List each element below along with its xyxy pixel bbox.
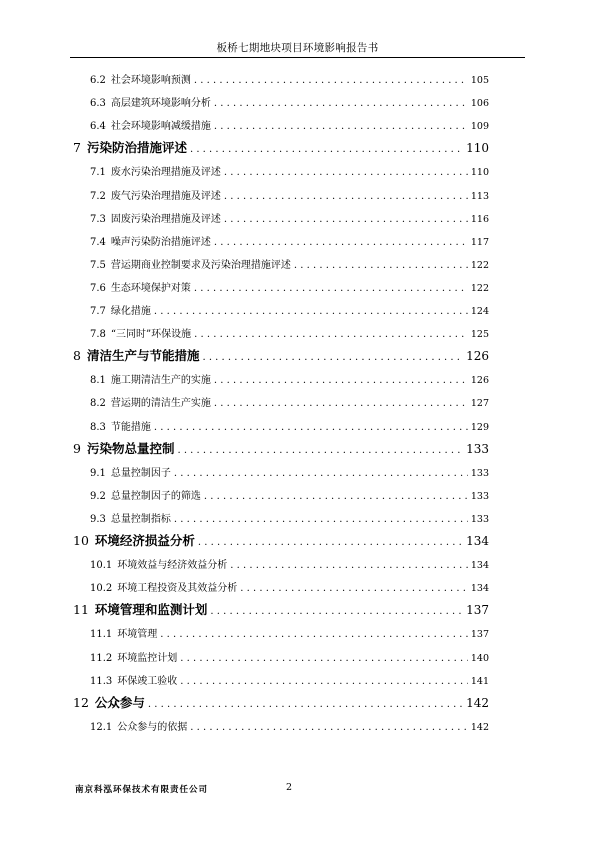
toc-chapter-entry[interactable] xyxy=(73,531,489,549)
toc-section-entry[interactable] xyxy=(90,163,489,178)
toc-section-entry[interactable] xyxy=(90,279,489,294)
toc-dot-leader xyxy=(214,398,468,409)
toc-entry-title: 清洁生产与节能措施 xyxy=(86,348,200,364)
toc-entry-page: 133 xyxy=(466,441,489,456)
toc-entry-page: 109 xyxy=(470,121,489,133)
toc-dot-leader xyxy=(194,283,468,294)
toc-dot-leader xyxy=(198,537,463,548)
toc-entry-page: 137 xyxy=(466,603,489,618)
toc-entry-title: 环境工程投资及其效益分析 xyxy=(117,583,238,595)
toc-entry-title: “三同时”环保设施 xyxy=(110,329,192,341)
toc-entry-number: 7.7 xyxy=(90,306,106,317)
toc-entry-title: 社会环境影响减缓措施 xyxy=(110,121,211,133)
toc-entry-page: 122 xyxy=(470,282,489,294)
toc-entry-number: 11.1 xyxy=(90,629,113,641)
toc-entry-number: 7 xyxy=(73,140,81,156)
toc-section-entry[interactable] xyxy=(90,371,489,386)
toc-entry-page: 129 xyxy=(470,421,489,433)
toc-entry-page: 142 xyxy=(470,721,489,733)
toc-dot-leader xyxy=(190,722,468,733)
toc-entry-number: 11.3 xyxy=(90,675,113,687)
toc-entry-page: 140 xyxy=(470,652,489,664)
toc-entry-title: 废气污染治理措施及评述 xyxy=(110,190,221,202)
toc-entry-page: 116 xyxy=(470,213,489,225)
running-header: 板桥七期地块项目环境影响报告书 xyxy=(216,42,379,54)
toc-entry-number: 8.1 xyxy=(90,375,106,387)
toc-section-entry[interactable] xyxy=(90,649,489,664)
toc-section-entry[interactable] xyxy=(90,71,489,86)
toc-section-entry[interactable] xyxy=(90,464,489,479)
footer-company: 南京科泓环保技术有限责任公司 xyxy=(75,785,209,795)
toc-entry-title: 高层建筑环境影响分析 xyxy=(110,98,211,110)
toc-entry-page: 113 xyxy=(470,190,489,202)
toc-entry-page: 141 xyxy=(470,675,489,687)
toc-entry-number: 7.6 xyxy=(90,282,106,294)
toc-dot-leader xyxy=(224,167,468,178)
toc-entry-page: 105 xyxy=(470,75,489,86)
toc-section-entry[interactable] xyxy=(90,325,489,340)
toc-dot-leader xyxy=(210,606,463,617)
toc-entry-title: 公众参与的依据 xyxy=(117,721,188,733)
toc-section-entry[interactable] xyxy=(90,418,489,433)
toc-entry-number: 9.2 xyxy=(90,490,106,502)
toc-dot-leader xyxy=(194,329,468,340)
toc-entry-title: 环境管理和监测计划 xyxy=(94,602,208,618)
toc-entry-page: 142 xyxy=(466,695,489,710)
toc-dot-leader xyxy=(160,629,468,640)
footer-page-number: 2 xyxy=(286,782,293,793)
toc-dot-leader xyxy=(180,653,468,664)
toc-dot-leader xyxy=(154,306,468,317)
toc-entry-number: 11.2 xyxy=(90,652,113,664)
toc-section-entry[interactable] xyxy=(90,302,489,317)
toc-entry-number: 8.2 xyxy=(90,398,106,410)
toc-dot-leader xyxy=(214,375,468,386)
toc-entry-page: 127 xyxy=(470,398,489,410)
toc-entry-title: 社会环境影响预测 xyxy=(110,75,191,86)
toc-entry-number: 8.3 xyxy=(90,421,106,433)
toc-entry-title: 绿化措施 xyxy=(110,306,151,317)
toc-entry-page: 134 xyxy=(470,560,489,572)
toc-dot-leader xyxy=(154,422,468,433)
toc-dot-leader xyxy=(194,75,468,86)
toc-dot-leader xyxy=(202,352,463,363)
toc-section-entry[interactable] xyxy=(90,487,489,502)
toc-section-entry[interactable] xyxy=(90,94,489,109)
toc-dot-leader xyxy=(174,514,468,525)
toc-entry-title: 总量控制因子的筛选 xyxy=(110,490,201,502)
toc-entry-title: 环境管理 xyxy=(117,629,158,641)
toc-entry-title: 生态环境保护对策 xyxy=(110,282,191,294)
toc-entry-page: 106 xyxy=(470,98,489,110)
toc-entry-title: 环境经济损益分析 xyxy=(94,533,195,548)
toc-entry-title: 总量控制指标 xyxy=(110,513,171,525)
toc-dot-leader xyxy=(214,121,468,132)
toc-section-entry[interactable] xyxy=(90,117,489,132)
toc-chapter-entry[interactable] xyxy=(73,138,489,156)
toc-entry-page: 117 xyxy=(470,236,489,248)
toc-section-entry[interactable] xyxy=(90,510,489,525)
toc-entry-page: 125 xyxy=(470,329,489,341)
toc-section-entry[interactable] xyxy=(90,556,489,571)
toc-section-entry[interactable] xyxy=(90,718,489,733)
toc-dot-leader xyxy=(224,214,468,225)
toc-dot-leader xyxy=(174,468,468,479)
toc-chapter-entry[interactable] xyxy=(73,346,489,364)
toc-dot-leader xyxy=(214,237,468,248)
toc-entry-number: 6.2 xyxy=(90,75,106,86)
toc-dot-leader xyxy=(148,699,463,710)
toc-entry-number: 6.4 xyxy=(90,121,106,133)
toc-entry-page: 133 xyxy=(470,513,489,525)
toc-chapter-entry[interactable] xyxy=(73,600,489,618)
toc-section-entry[interactable] xyxy=(90,579,489,594)
toc-entry-title: 废水污染治理措施及评述 xyxy=(110,167,221,179)
toc-dot-leader xyxy=(294,260,468,271)
toc-entry-page: 126 xyxy=(470,375,489,387)
toc-chapter-entry[interactable] xyxy=(73,439,489,457)
toc-dot-leader xyxy=(240,583,468,594)
toc-section-entry[interactable] xyxy=(90,672,489,687)
toc-entry-title: 环保竣工验收 xyxy=(117,675,178,687)
toc-entry-number: 7.8 xyxy=(90,329,106,341)
toc-entry-title: 总量控制因子 xyxy=(110,467,171,479)
toc-dot-leader xyxy=(204,491,468,502)
toc-entry-number: 9 xyxy=(73,440,81,456)
toc-entry-page: 134 xyxy=(470,583,489,595)
toc-entry-title: 噪声污染防治措施评述 xyxy=(110,236,211,248)
toc-entry-page: 124 xyxy=(470,306,489,317)
toc-entry-number: 12 xyxy=(73,694,89,710)
toc-entry-page: 110 xyxy=(466,141,489,156)
toc-entry-title: 营运期商业控制要求及污染治理措施评述 xyxy=(110,259,291,271)
toc-entry-title: 公众参与 xyxy=(94,694,145,710)
toc-entry-page: 126 xyxy=(466,349,489,364)
toc-entry-page: 133 xyxy=(470,467,489,479)
toc-entry-number: 10.2 xyxy=(90,583,113,595)
toc-chapter-entry[interactable] xyxy=(73,693,489,711)
toc-entry-title: 施工期清洁生产的实施 xyxy=(110,375,211,387)
toc-dot-leader xyxy=(177,445,463,456)
toc-entry-number: 8 xyxy=(73,348,81,364)
toc-entry-number: 6.3 xyxy=(90,98,106,110)
toc-dot-leader xyxy=(224,191,468,202)
toc-entry-title: 营运期的清洁生产实施 xyxy=(110,398,211,410)
toc-entry-page: 122 xyxy=(470,259,489,271)
toc-entry-page: 110 xyxy=(470,167,489,179)
toc-section-entry[interactable] xyxy=(90,233,489,248)
toc-entry-number: 12.1 xyxy=(90,721,113,733)
toc-dot-leader xyxy=(180,676,468,687)
toc-entry-title: 环境监控计划 xyxy=(117,652,178,664)
header-rule xyxy=(70,57,525,58)
toc-entry-title: 污染物总量控制 xyxy=(86,440,175,456)
toc-entry-title: 环境效益与经济效益分析 xyxy=(117,560,228,572)
toc-entry-page: 133 xyxy=(470,490,489,502)
toc-entry-page: 137 xyxy=(470,629,489,641)
toc-entry-number: 7.5 xyxy=(90,259,106,271)
toc-section-entry[interactable] xyxy=(90,625,489,640)
toc-entry-number: 9.3 xyxy=(90,513,106,525)
toc-dot-leader xyxy=(230,560,468,571)
toc-entry-number: 11 xyxy=(73,602,89,618)
toc-section-entry[interactable] xyxy=(90,394,489,409)
toc-entry-title: 节能措施 xyxy=(110,421,151,433)
toc-dot-leader xyxy=(214,98,468,109)
toc-entry-number: 10 xyxy=(73,533,89,548)
toc-section-entry[interactable] xyxy=(90,256,489,271)
toc-entry-number: 9.1 xyxy=(90,467,106,479)
toc-entry-title: 固废污染治理措施及评述 xyxy=(110,213,221,225)
toc-section-entry[interactable] xyxy=(90,210,489,225)
toc-entry-number: 7.4 xyxy=(90,236,106,248)
toc-entry-number: 10.1 xyxy=(90,560,113,572)
toc-entry-title: 污染防治措施评述 xyxy=(86,140,187,156)
toc-entry-page: 134 xyxy=(466,534,489,548)
toc-entry-number: 7.3 xyxy=(90,213,106,225)
toc-dot-leader xyxy=(190,144,463,155)
toc-entry-number: 7.2 xyxy=(90,190,106,202)
toc-section-entry[interactable] xyxy=(90,187,489,202)
toc-entry-number: 7.1 xyxy=(90,167,106,179)
